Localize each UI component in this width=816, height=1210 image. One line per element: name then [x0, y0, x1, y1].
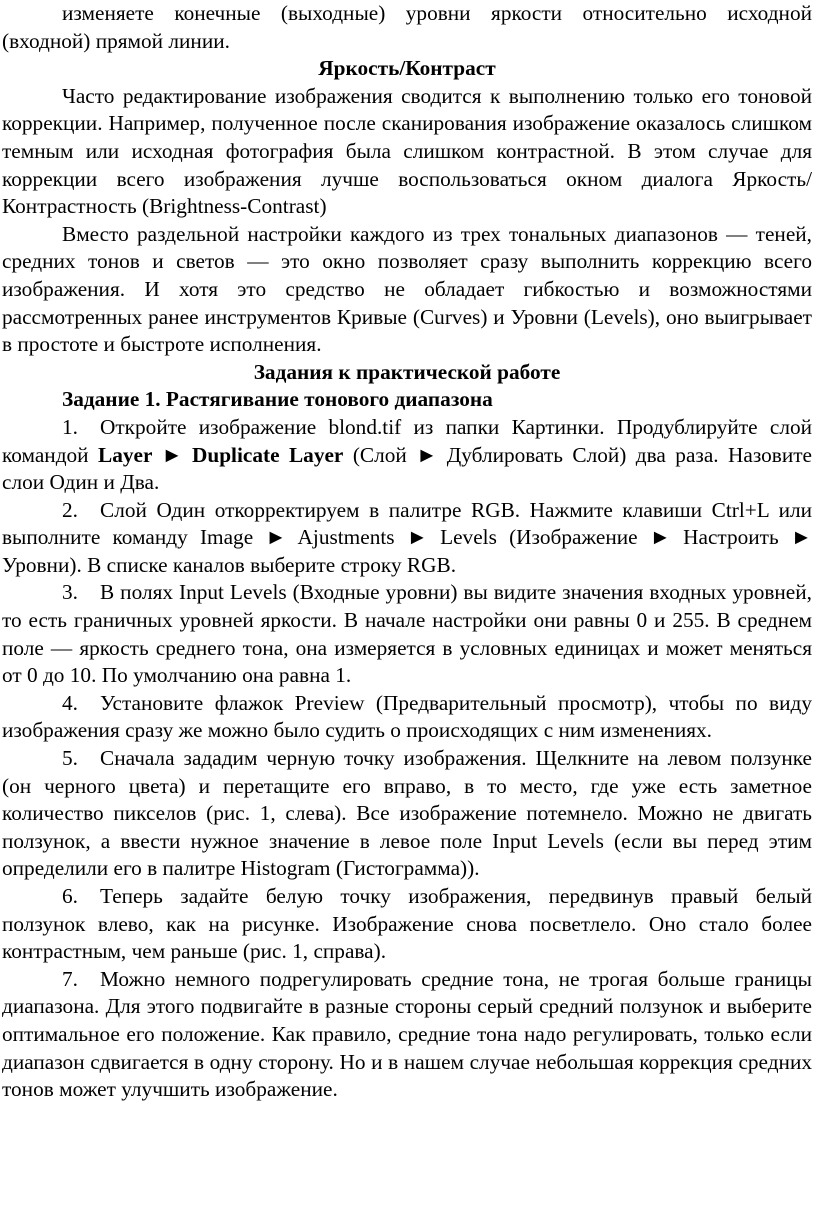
brightness-contrast-paragraph-2: Вместо раздельной настройки каждого из трех тональных диапазонов — теней, средних тонов и светов — это окно позволяет сразу выполнить коррекцию всего изображения. И хотя это средство не обладает гибкостью и возможностями рассмотренных ранее инструментов Кривые (Curves) и Уровни (Levels), оно выигрывает в простоте и быстроте исполнения. — [2, 221, 812, 357]
task-item-text: Теперь задайте белую точку изображения, передвинув правый белый ползунок влево, как на рисунке. Изображение снова посветлело. Оно стало более контрастным, чем раньше (рис. 1, справа). — [2, 884, 812, 964]
task-item-3 — [2, 579, 812, 689]
task-1-title: Задание 1. Растягивание тонового диапазона — [62, 387, 493, 412]
intro-tail-paragraph: изменяете конечные (выходные) уровни яркости относительно исходной (входной) прямой линии. — [2, 1, 812, 53]
task-item-4 — [2, 690, 812, 745]
task-item-7 — [2, 966, 812, 1104]
task-item-text: (Слой ► Дублировать Слой) два раза. Назовите слои Один и Два. — [2, 442, 813, 495]
task-item-text: Слой Один откорректируем в палитре RGB. Нажмите клавиши Ctrl+L или выполните команду Image ► Ajustments ► Levels (Изображение ► Настроить ► Уровни). В списке каналов выберите строку RGB. — [2, 497, 812, 577]
task-item-text: Установите флажок Preview (Предварительный просмотр), чтобы по виду изображения сразу же можно было судить о происходящих с ним изменениях. — [2, 690, 812, 743]
task-item-6 — [2, 883, 812, 966]
task-item-number: 6. — [62, 884, 78, 908]
brightness-contrast-paragraph-1: Часто редактирование изображения сводится к выполнению только его тоновой коррекции. Например, полученное после сканирования изображение оказалось слишком темным или исходная фотография была слишком контрастной. В этом случае для коррекции всего изображения лучше воспользоваться окном диалога Яркость/Контрастность (Brightness-Contrast) — [2, 83, 812, 219]
task-item-1 — [2, 414, 812, 497]
task-item-number: 3. — [62, 580, 78, 605]
task-item-number: 1. — [62, 414, 78, 439]
task-item-number: 2. — [62, 497, 78, 522]
task-item-5 — [2, 745, 812, 883]
section-title-brightness-contrast: Яркость/Контраст — [318, 56, 496, 81]
task-item-text: Откройте изображение blond.tif из папки Картинки. Продублируйте слой командой — [2, 414, 812, 467]
practice-title: Задания к практической работе — [253, 359, 561, 384]
command-path-bold: Layer ► Duplicate Layer — [98, 442, 344, 467]
task-item-text: Сначала зададим черную точку изображения. Щелкните на левом ползунке (он черного цвета) и перетащите его вправо, в то место, где уже есть заметное количество пикселов (рис. 1, слева). Все изображение потемнело. Можно не двигать ползунок, а ввести нужное значение в левое поле Input Levels (если вы перед этим определили его в палитре Histogram (Гистограмма)). — [2, 746, 812, 881]
task-item-text: Можно немного подрегулировать средние тона, не трогая больше границы диапазона. Для этого подвигайте в разные стороны серый средний ползунок и выберите оптимальное его положение. Как правило, средние тона надо регулировать, только если диапазон сдвигается в одну сторону. Но и в нашем случае небольшая коррекция средних тонов может улучшить изображение. — [2, 966, 812, 1102]
task-item-number: 5. — [62, 746, 78, 771]
task-item-text: В полях Input Levels (Входные уровни) вы видите значения входных уровней, то есть граничных уровней яркости. В начале настройки они равны 0 и 255. В среднем поле — яркость среднего тона, она измеряется в условных единицах и может меняться от 0 до 10. По умолчанию она равна 1. — [2, 580, 812, 688]
task-item-number: 7. — [62, 966, 78, 991]
task-item-number: 4. — [62, 690, 78, 715]
task-item-2 — [2, 497, 812, 580]
